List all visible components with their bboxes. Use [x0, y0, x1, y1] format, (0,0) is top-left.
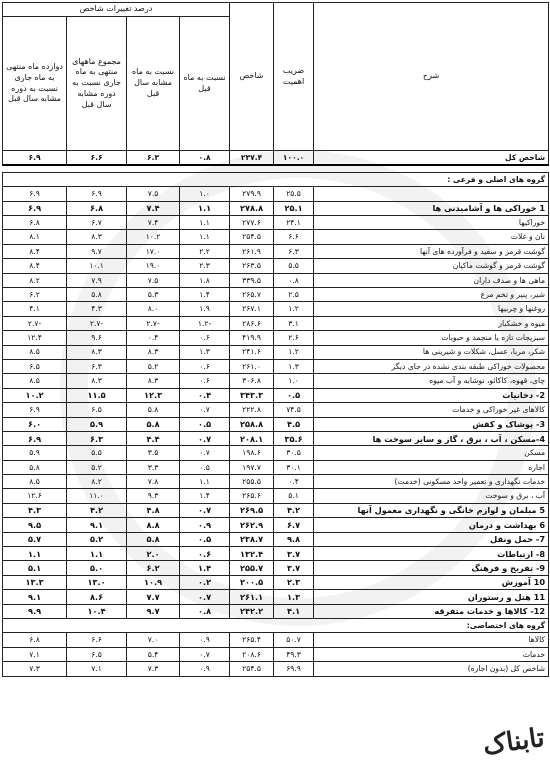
weight-cell: ۲۴.۱	[274, 216, 314, 230]
index-cell: ۱۹۷.۷	[230, 460, 274, 474]
cumulative-cell: ۱۰.۴	[67, 604, 127, 618]
table-row	[3, 288, 549, 302]
table-row	[3, 662, 549, 676]
twelve-month-cell: ۸.۲	[3, 273, 67, 287]
weight-cell: ۴.۲	[274, 503, 314, 517]
same-period-cell: ۷.۵	[127, 187, 180, 201]
prev-month-cell: ۰.۷	[180, 590, 230, 604]
prev-month-cell: -۱.۲	[180, 316, 230, 330]
table-row	[3, 446, 549, 460]
row-label: کالاها	[314, 633, 549, 647]
group-heading: گروه های اصلی و فرعی :	[3, 172, 549, 186]
row-label: 5 مبلمان و لوازم خانگی و نگهداری معمول آنها	[314, 503, 549, 517]
twelve-month-cell: ۸.۱	[3, 230, 67, 244]
cumulative-cell: ۵.۵	[67, 446, 127, 460]
cumulative-cell: ۸.۶	[67, 590, 127, 604]
cumulative-cell: ۶.۳	[67, 431, 127, 445]
prev-month-cell: ۰.۹	[180, 518, 230, 532]
table-row	[3, 345, 549, 359]
same-period-cell: ۷.۴	[127, 216, 180, 230]
weight-cell: ۶.۷	[274, 518, 314, 532]
prev-month-cell: ۱.۹	[180, 302, 230, 316]
same-period-cell: ۷.۴	[127, 201, 180, 215]
table-row	[3, 216, 549, 230]
prev-month-cell: ۰.۷	[180, 446, 230, 460]
table-row	[3, 244, 549, 258]
twelve-month-cell: -۲.۷	[3, 316, 67, 330]
cumulative-cell: ۶.۷	[67, 216, 127, 230]
same-period-cell: ۹.۳	[127, 489, 180, 503]
weight-cell: ۱.۲	[274, 302, 314, 316]
same-period-cell: ۵.۴	[127, 647, 180, 661]
same-period-cell: ۸.۳	[127, 345, 180, 359]
same-period-cell: ۳.۵	[127, 446, 180, 460]
twelve-month-cell: ۹.۱	[3, 590, 67, 604]
table-row	[3, 374, 549, 388]
weight-cell: ۳۰.۵	[274, 446, 314, 460]
same-period-cell: ۷.۵	[127, 273, 180, 287]
cumulative-cell: ۸.۳	[67, 345, 127, 359]
table-row	[3, 359, 549, 373]
group-heading: گروه های اختصاصی:	[3, 619, 549, 633]
twelve-month-cell: ۵.۱	[3, 561, 67, 575]
weight-cell: ۹.۸	[274, 532, 314, 546]
table-row	[3, 547, 549, 561]
prev-month-cell: ۲.۳	[180, 259, 230, 273]
twelve-month-cell: ۵.۸	[3, 460, 67, 474]
weight-cell: ۳۵.۶	[274, 431, 314, 445]
same-period-cell: ۵.۲	[127, 359, 180, 373]
cumulative-cell: ۶.۵	[67, 403, 127, 417]
row-label: 10 آموزش	[314, 575, 549, 589]
same-period-cell: ۷.۸	[127, 475, 180, 489]
twelve-month-cell: ۶.۹	[3, 151, 67, 165]
same-period-cell: ۴.۸	[127, 503, 180, 517]
row-label: مسکن	[314, 446, 549, 460]
table-row	[3, 417, 549, 431]
inflation-table	[2, 2, 549, 677]
same-period-cell: -۲.۷	[127, 316, 180, 330]
cumulative-cell: ۷.۱	[67, 662, 127, 676]
twelve-month-cell: ۱.۱	[3, 547, 67, 561]
cumulative-cell: ۸.۳	[67, 374, 127, 388]
row-label: 9- تفریح و فرهنگ	[314, 561, 549, 575]
weight-cell: ۳۰.۱	[274, 460, 314, 474]
row-label: اجاره	[314, 460, 549, 474]
prev-month-cell: ۰.۷	[180, 431, 230, 445]
weight-cell: ۴.۵	[274, 417, 314, 431]
prev-month-cell: ۰.۸	[180, 151, 230, 165]
index-cell: ۳۴۳.۳	[230, 388, 274, 402]
twelve-month-cell: ۷.۱	[3, 647, 67, 661]
table-row	[3, 647, 549, 661]
same-period-cell: ۱۷.۰	[127, 244, 180, 258]
index-cell: ۱۹۸.۶	[230, 446, 274, 460]
weight-cell: ۰.۴	[274, 475, 314, 489]
same-period-cell: ۲.۰	[127, 547, 180, 561]
cumulative-cell: ۸.۳	[67, 230, 127, 244]
twelve-month-cell: ۸.۵	[3, 475, 67, 489]
cumulative-cell: ۵.۸	[67, 288, 127, 302]
prev-month-cell: ۲.۲	[180, 244, 230, 258]
header-same-period: نسبت به ماه مشابه سال قبل	[127, 17, 180, 151]
twelve-month-cell: ۶.۹	[3, 201, 67, 215]
row-label: کالاهای غیر خوراکی و خدمات	[314, 403, 549, 417]
row-label: شیر، پنیر و تخم مرغ	[314, 288, 549, 302]
cumulative-cell: ۱.۱	[67, 547, 127, 561]
header-desc: شرح	[314, 3, 549, 151]
index-cell: ۲۳۷.۴	[230, 151, 274, 165]
cumulative-cell: ۶.۶	[67, 633, 127, 647]
table-row	[3, 604, 549, 618]
prev-month-cell: ۰.۷	[180, 503, 230, 517]
twelve-month-cell: ۵.۹	[3, 446, 67, 460]
index-cell: ۲۶۱.۰	[230, 359, 274, 373]
row-label: چای، قهوه، کاکائو، نوشابه و آب میوه	[314, 374, 549, 388]
weight-cell: ۲.۶	[274, 331, 314, 345]
row-label: محصولات خوراکی طبقه بندی نشده در جای دیگر	[314, 359, 549, 373]
weight-cell: ۶.۳	[274, 244, 314, 258]
cumulative-cell: ۶.۸	[67, 201, 127, 215]
table-row	[3, 331, 549, 345]
prev-month-cell: ۱.۰	[180, 187, 230, 201]
twelve-month-cell: ۶.۹	[3, 431, 67, 445]
twelve-month-cell: ۶.۵	[3, 359, 67, 373]
index-cell: ۲۰۰.۵	[230, 575, 274, 589]
index-cell: ۲۶۵.۷	[230, 288, 274, 302]
table-row	[3, 475, 549, 489]
row-label: آب ، برق و سوخت	[314, 489, 549, 503]
same-period-cell: ۱۰.۲	[127, 230, 180, 244]
prev-month-cell: ۱.۱	[180, 230, 230, 244]
table-row	[3, 532, 549, 546]
index-cell: ۲۰۸.۱	[230, 431, 274, 445]
index-cell: ۲۴۲.۲	[230, 604, 274, 618]
prev-month-cell: ۱.۱	[180, 475, 230, 489]
table-row	[3, 431, 549, 445]
prev-month-cell: ۱.۴	[180, 489, 230, 503]
row-label: 12- کالاها و خدمات متفرقه	[314, 604, 549, 618]
weight-cell: ۰.۸	[274, 273, 314, 287]
index-cell: ۲۷۹.۹	[230, 187, 274, 201]
prev-month-cell: ۰.۸	[180, 604, 230, 618]
index-cell: ۲۴۱.۶	[230, 345, 274, 359]
row-label: خدمات نگهداری و تعمیر واحد مسکونی (خدمت)	[314, 475, 549, 489]
weight-cell: ۵۰.۷	[274, 633, 314, 647]
index-cell: ۲۶۳.۵	[230, 259, 274, 273]
index-cell: ۲۶۹.۵	[230, 503, 274, 517]
weight-cell: ۱۰۰.۰	[274, 151, 314, 165]
same-period-cell: ۹.۷	[127, 604, 180, 618]
index-cell: ۳۰۶.۸	[230, 374, 274, 388]
index-cell: ۱۳۲.۴	[230, 547, 274, 561]
cumulative-cell: ۸.۲	[67, 475, 127, 489]
table-row	[3, 518, 549, 532]
twelve-month-cell: ۷.۳	[3, 662, 67, 676]
spacer-row	[3, 165, 549, 173]
twelve-month-cell: ۸.۵	[3, 345, 67, 359]
table-header	[3, 3, 549, 151]
weight-cell: ۱.۳	[274, 590, 314, 604]
weight-cell: ۶.۶	[274, 230, 314, 244]
prev-month-cell: ۱.۳	[180, 345, 230, 359]
spacer-cell	[3, 165, 549, 173]
same-period-cell: ۷.۷	[127, 590, 180, 604]
table-row	[3, 575, 549, 589]
table-row	[3, 201, 549, 215]
weight-cell: ۷۴.۵	[274, 403, 314, 417]
row-label: ماهی ها و صدف داران	[314, 273, 549, 287]
table-row	[3, 460, 549, 474]
table-row	[3, 302, 549, 316]
prev-month-cell: ۰.۶	[180, 331, 230, 345]
header-twelve-month: دوازده ماه منتهی به ماه جاری نسبت به دوره مشابه سال قبل	[3, 17, 67, 151]
row-label: 6 بهداشت و درمان	[314, 518, 549, 532]
weight-cell: ۱.۰	[274, 374, 314, 388]
prev-month-cell: ۰.۶	[180, 547, 230, 561]
cumulative-cell: ۵.۰	[67, 561, 127, 575]
index-cell: ۲۸۶.۶	[230, 316, 274, 330]
cumulative-cell: ۱۱.۵	[67, 388, 127, 402]
index-cell: ۲۵۴.۵	[230, 230, 274, 244]
cumulative-cell: ۱۳.۰	[67, 575, 127, 589]
table-row	[3, 503, 549, 517]
twelve-month-cell: ۵.۷	[3, 532, 67, 546]
header-weight: ضریب اهمیت	[274, 3, 314, 151]
table-row	[3, 619, 549, 633]
twelve-month-cell: ۶.۰	[3, 417, 67, 431]
row-label: شکر، مربا، عسل، شکلات و شیرینی ها	[314, 345, 549, 359]
cumulative-cell: ۶.۶	[67, 151, 127, 165]
cumulative-cell: ۶.۳	[67, 359, 127, 373]
row-label: 4-مسکن ، آب ، برق ، گاز و سایر سوخت ها	[314, 431, 549, 445]
cumulative-cell: ۱۰.۱	[67, 259, 127, 273]
twelve-month-cell: ۶.۸	[3, 633, 67, 647]
prev-month-cell: ۰.۶	[180, 374, 230, 388]
weight-cell: ۴.۱	[274, 604, 314, 618]
weight-cell: ۰.۵	[274, 388, 314, 402]
row-label: روغنها و چربیها	[314, 302, 549, 316]
site-logo: تابناک	[480, 722, 546, 762]
index-cell: ۲۷۸.۸	[230, 201, 274, 215]
weight-cell: ۱.۳	[274, 359, 314, 373]
weight-cell: ۴۹.۳	[274, 647, 314, 661]
twelve-month-cell: ۱۳.۳	[3, 575, 67, 589]
row-label: سبزیجات تازه یا منجمد و حبوبات	[314, 331, 549, 345]
row-label: خوراکیها	[314, 216, 549, 230]
cumulative-cell: ۴.۳	[67, 302, 127, 316]
same-period-cell: ۶.۳	[127, 151, 180, 165]
cumulative-cell: ۷.۹	[67, 273, 127, 287]
twelve-month-cell: ۱۰.۲	[3, 388, 67, 402]
index-cell: ۴۱۹.۹	[230, 331, 274, 345]
twelve-month-cell: ۴.۱	[3, 302, 67, 316]
prev-month-cell: ۱.۱	[180, 216, 230, 230]
row-label: نان و غلات	[314, 230, 549, 244]
same-period-cell: ۱۰.۹	[127, 575, 180, 589]
same-period-cell: ۵.۸	[127, 417, 180, 431]
weight-cell: ۳.۱	[274, 316, 314, 330]
header-pct-group: درصد تغییرات شاخص	[3, 3, 230, 17]
twelve-month-cell: ۶.۹	[3, 187, 67, 201]
same-period-cell: ۳.۳	[127, 460, 180, 474]
prev-month-cell: ۰.۷	[180, 647, 230, 661]
index-cell: ۲۲۲.۸	[230, 403, 274, 417]
prev-month-cell: ۱.۸	[180, 273, 230, 287]
prev-month-cell: ۱.۴	[180, 561, 230, 575]
row-label: 11 هتل و رستوران	[314, 590, 549, 604]
cumulative-cell: ۹.۶	[67, 331, 127, 345]
index-cell: ۲۷۷.۶	[230, 216, 274, 230]
index-cell: ۲۵۴.۵	[230, 662, 274, 676]
weight-cell: ۲۵.۵	[274, 187, 314, 201]
index-cell: ۳۳۹.۵	[230, 273, 274, 287]
cumulative-cell: ۵.۲	[67, 532, 127, 546]
same-period-cell: ۱۲.۳	[127, 388, 180, 402]
prev-month-cell: ۰.۴	[180, 388, 230, 402]
twelve-month-cell: ۴.۳	[3, 503, 67, 517]
table-row	[3, 230, 549, 244]
cumulative-cell: -۲.۷	[67, 316, 127, 330]
cumulative-cell: ۴.۲	[67, 503, 127, 517]
prev-month-cell: ۱.۱	[180, 201, 230, 215]
weight-cell: ۵.۵	[274, 259, 314, 273]
table-row	[3, 151, 549, 165]
table-row	[3, 633, 549, 647]
weight-cell: ۲.۳	[274, 575, 314, 589]
row-label: خدمات	[314, 647, 549, 661]
prev-month-cell: ۰.۶	[180, 359, 230, 373]
table-row	[3, 172, 549, 186]
index-cell: ۲۶۲.۹	[230, 518, 274, 532]
same-period-cell: ۷.۰	[127, 633, 180, 647]
prev-month-cell: ۰.۲	[180, 575, 230, 589]
row-label: گوشت قرمز و گوشت ماکیان	[314, 259, 549, 273]
prev-month-cell: ۰.۵	[180, 532, 230, 546]
index-cell: ۲۳۸.۷	[230, 532, 274, 546]
index-cell: ۲۵۵.۵	[230, 475, 274, 489]
index-cell: ۲۶۱.۹	[230, 244, 274, 258]
table-row	[3, 388, 549, 402]
twelve-month-cell: ۸.۴	[3, 244, 67, 258]
row-label	[314, 187, 549, 201]
table-row	[3, 489, 549, 503]
same-period-cell: ۵.۳	[127, 288, 180, 302]
row-label: 2- دخانیات	[314, 388, 549, 402]
cumulative-cell: ۹.۱	[67, 518, 127, 532]
same-period-cell: ۸.۰	[127, 302, 180, 316]
twelve-month-cell: ۹.۹	[3, 604, 67, 618]
cumulative-cell: ۶.۹	[67, 187, 127, 201]
cumulative-cell: ۹.۷	[67, 244, 127, 258]
index-cell: ۲۶۵.۶	[230, 489, 274, 503]
twelve-month-cell: ۶.۲	[3, 288, 67, 302]
index-cell: ۲۶۱.۱	[230, 590, 274, 604]
index-cell: ۲۶۵.۴	[230, 633, 274, 647]
table-row	[3, 187, 549, 201]
twelve-month-cell: ۶.۸	[3, 216, 67, 230]
cumulative-cell: ۵.۹	[67, 417, 127, 431]
weight-cell: ۲۵.۱	[274, 201, 314, 215]
index-cell: ۲۵۸.۸	[230, 417, 274, 431]
row-label: 8- ارتباطات	[314, 547, 549, 561]
same-period-cell: ۴.۴	[127, 431, 180, 445]
table-row	[3, 259, 549, 273]
same-period-cell: ۱۹.۰	[127, 259, 180, 273]
row-label: شاخص کل	[314, 151, 549, 165]
cumulative-cell: ۱۱.۰	[67, 489, 127, 503]
same-period-cell: ۸.۳	[127, 374, 180, 388]
prev-month-cell: ۱.۴	[180, 288, 230, 302]
same-period-cell: ۶.۲	[127, 561, 180, 575]
same-period-cell: ۰.۴	[127, 331, 180, 345]
table-row	[3, 403, 549, 417]
weight-cell: ۲.۵	[274, 288, 314, 302]
twelve-month-cell: ۱۲.۶	[3, 489, 67, 503]
twelve-month-cell: ۸.۴	[3, 259, 67, 273]
cumulative-cell: ۵.۲	[67, 460, 127, 474]
twelve-month-cell: ۸.۵	[3, 374, 67, 388]
table-body	[3, 151, 549, 677]
table-row	[3, 590, 549, 604]
row-label: 3- پوشاک و کفش	[314, 417, 549, 431]
twelve-month-cell: ۶.۹	[3, 403, 67, 417]
prev-month-cell: ۰.۵	[180, 460, 230, 474]
weight-cell: ۳.۷	[274, 547, 314, 561]
row-label: 1 خوراکی ها و آشامیدنی ها	[314, 201, 549, 215]
index-cell: ۲۰۸.۶	[230, 647, 274, 661]
header-cumulative: مجموع ماههای منتهی به ماه جاری نسبت به دوره مشابه سال قبل	[67, 17, 127, 151]
cumulative-cell: ۶.۵	[67, 647, 127, 661]
twelve-month-cell: ۱۲.۴	[3, 331, 67, 345]
weight-cell: ۱.۲	[274, 345, 314, 359]
weight-cell: ۳.۷	[274, 561, 314, 575]
prev-month-cell: ۰.۹	[180, 633, 230, 647]
index-cell: ۲۵۵.۷	[230, 561, 274, 575]
row-label: 7- حمل ونقل	[314, 532, 549, 546]
header-prev-month: نسبت به ماه قبل	[180, 17, 230, 151]
table-row	[3, 273, 549, 287]
row-label: میوه و خشکبار	[314, 316, 549, 330]
header-index: شاخص	[230, 3, 274, 151]
same-period-cell: ۸.۸	[127, 518, 180, 532]
prev-month-cell: ۰.۹	[180, 662, 230, 676]
table-row	[3, 561, 549, 575]
row-label: گوشت قرمز و سفید و فرآورده های آنها	[314, 244, 549, 258]
prev-month-cell: ۰.۵	[180, 417, 230, 431]
weight-cell: ۶۹.۹	[274, 662, 314, 676]
same-period-cell: ۷.۳	[127, 662, 180, 676]
prev-month-cell: ۰.۷	[180, 403, 230, 417]
table-row	[3, 316, 549, 330]
weight-cell: ۵.۱	[274, 489, 314, 503]
row-label: شاخص کل (بدون اجاره)	[314, 662, 549, 676]
twelve-month-cell: ۹.۵	[3, 518, 67, 532]
index-cell: ۲۶۷.۱	[230, 302, 274, 316]
same-period-cell: ۵.۸	[127, 403, 180, 417]
same-period-cell: ۵.۸	[127, 532, 180, 546]
